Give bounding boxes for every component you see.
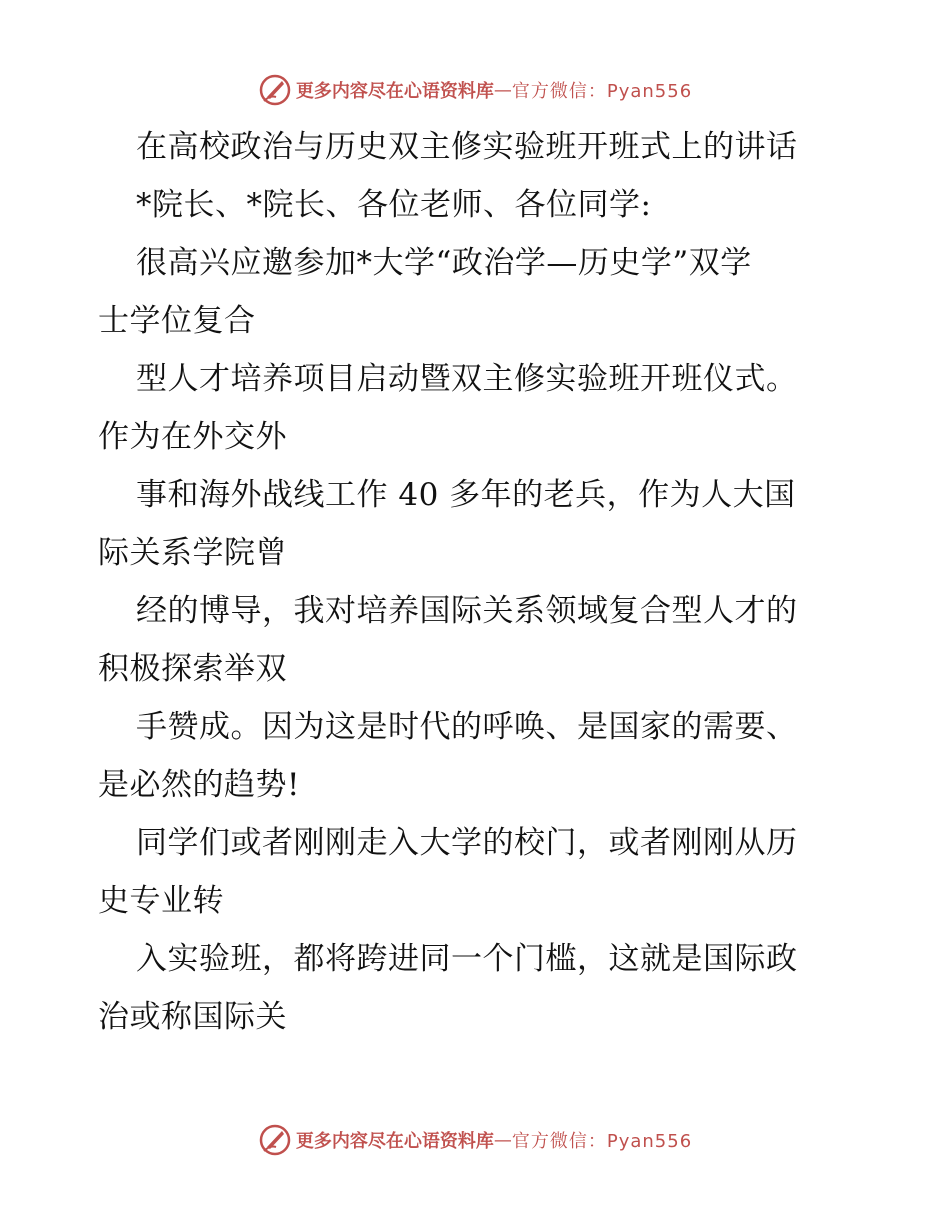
header-banner <box>0 70 950 110</box>
site-name: 更多内容尽在心语资料库 <box>295 81 494 102</box>
separator: — <box>493 1129 512 1151</box>
body-line: 史专业转 <box>98 883 224 919</box>
site-name: 更多内容尽在心语资料库 <box>295 1131 494 1152</box>
body-line: 治或称国际关 <box>98 999 287 1035</box>
body-line: 很高兴应邀参加*大学“政治学—历史学”双学 <box>136 245 752 281</box>
body-line: 积极探索举双 <box>98 651 287 687</box>
body-line: *院长、*院长、各位老师、各位同学: <box>136 187 652 223</box>
separator: — <box>493 79 512 101</box>
body-line: 是必然的趋势! <box>98 767 300 803</box>
body-line: 手赞成。因为这是时代的呼唤、是国家的需要、 <box>136 709 798 745</box>
body-line: 际关系学院曾 <box>98 535 287 571</box>
wechat-id: 官方微信：Pyan556 <box>511 1131 693 1152</box>
body-line: 事和海外战线工作 40 多年的老兵，作为人大国 <box>136 477 796 513</box>
quill-logo-icon <box>258 73 292 107</box>
body-line: 经的博导，我对培养国际关系领域复合型人才的 <box>136 593 798 629</box>
footer-banner <box>0 1120 950 1160</box>
body-line: 同学们或者刚刚走入大学的校门，或者刚刚从历 <box>136 825 798 861</box>
wechat-id: 官方微信：Pyan556 <box>511 81 693 102</box>
body-line: 型人才培养项目启动暨双主修实验班开班仪式。 <box>136 361 798 397</box>
body-line: 作为在外交外 <box>98 419 287 455</box>
body-line: 在高校政治与历史双主修实验班开班式上的讲话 <box>136 129 798 165</box>
body-line: 入实验班，都将跨进同一个门槛，这就是国际政 <box>136 941 798 977</box>
body-line: 士学位复合 <box>98 303 256 339</box>
quill-logo-icon <box>258 1123 292 1157</box>
